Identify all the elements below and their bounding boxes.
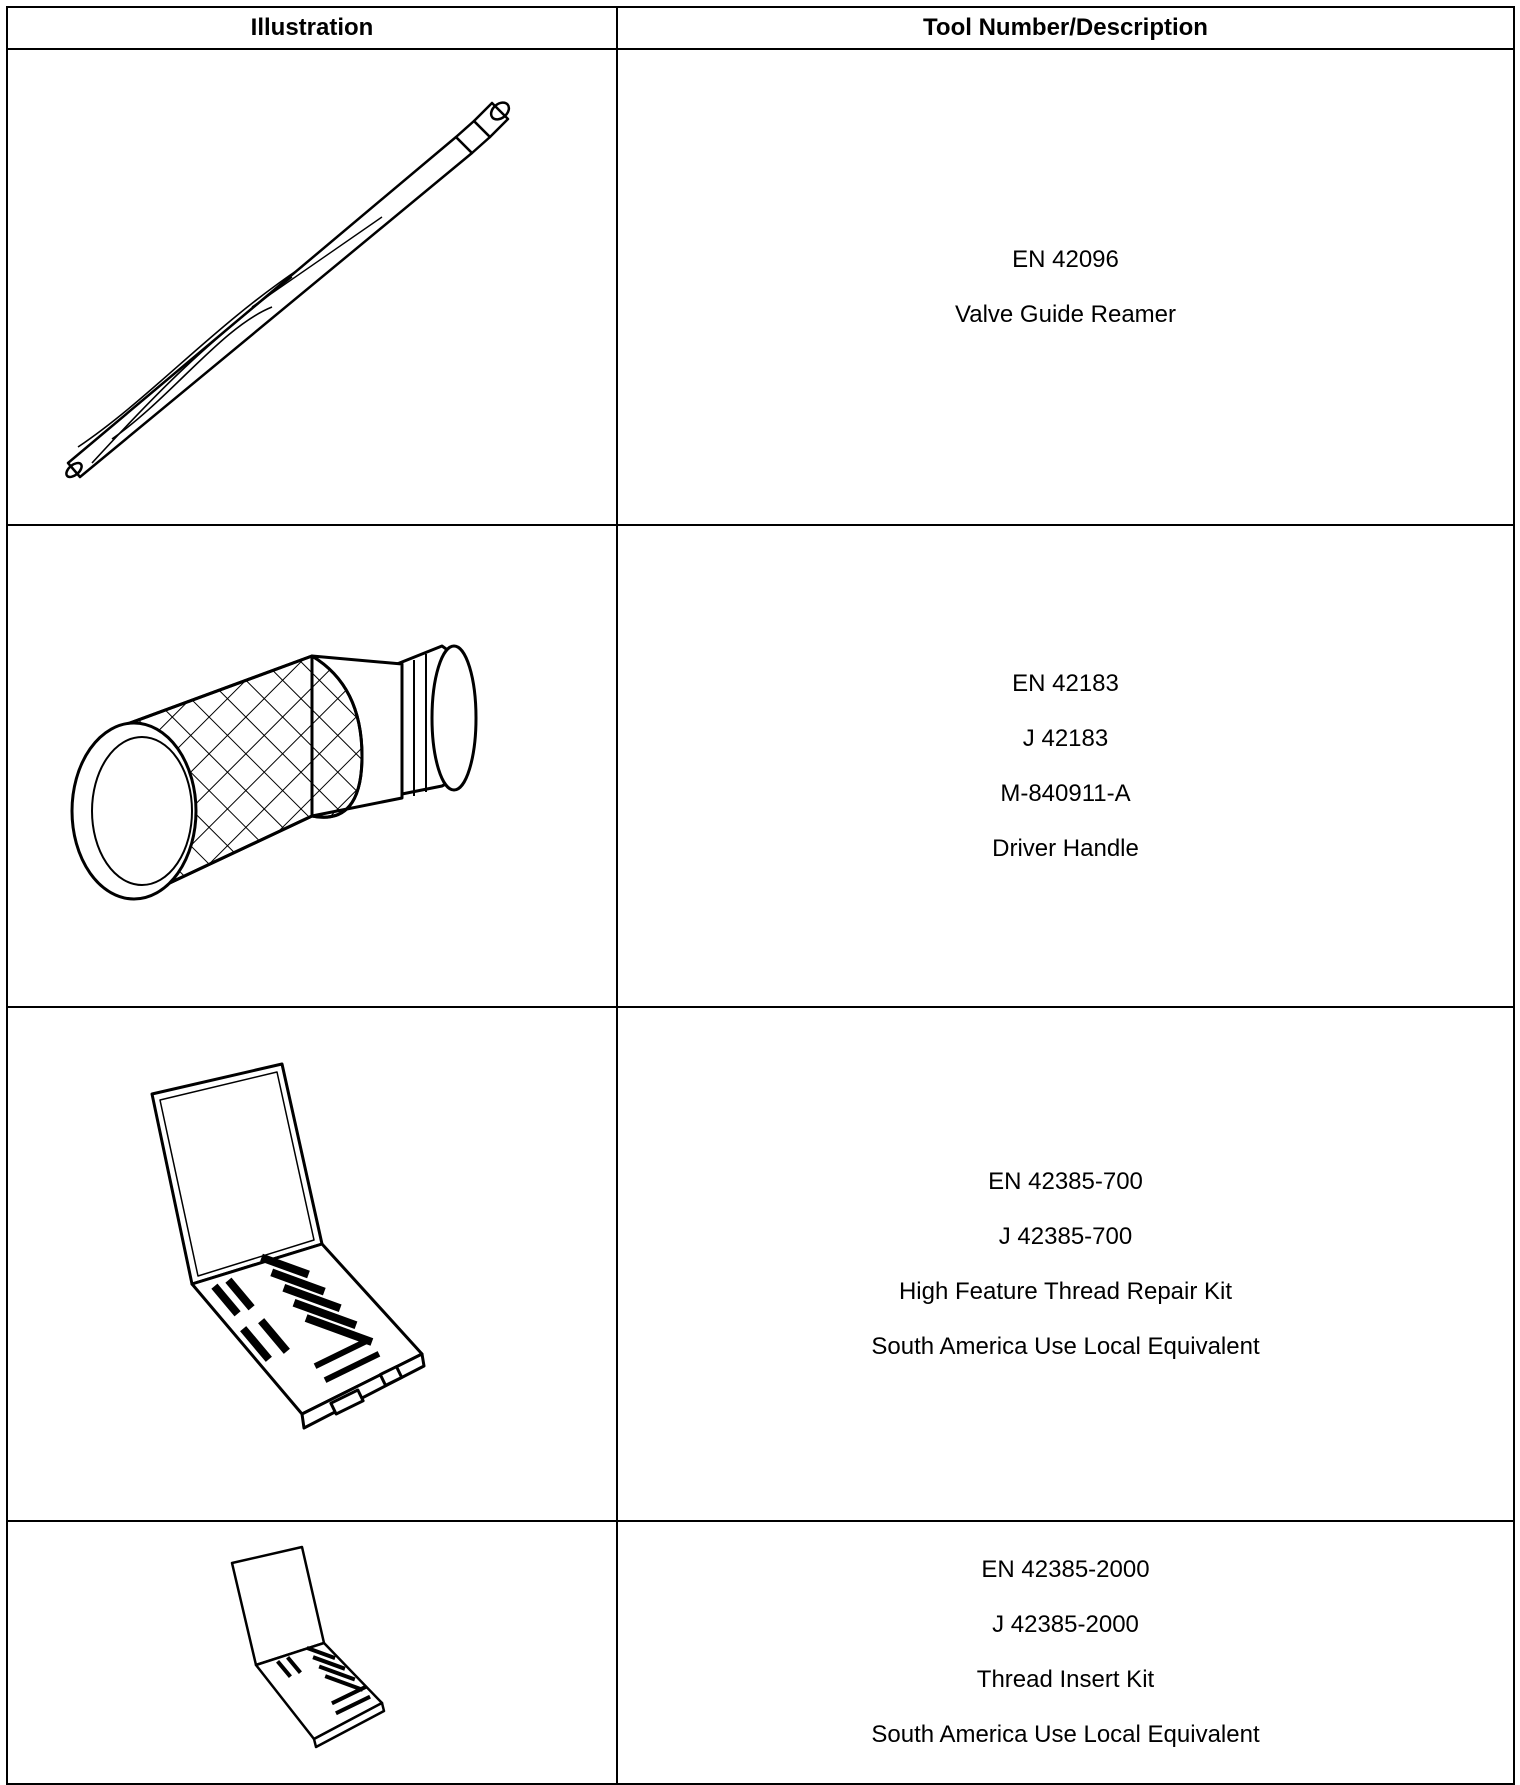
tool-description: Thread Insert Kit <box>976 1666 1155 1693</box>
description-cell <box>617 1521 1514 1784</box>
tool-number: EN 42183 <box>1012 669 1119 697</box>
tool-number: EN 42385-2000 <box>981 1556 1150 1583</box>
tool-description: Valve Guide Reamer <box>955 300 1176 328</box>
tool-number: J 42183 <box>1022 724 1109 752</box>
tool-number: EN 42096 <box>1012 245 1119 273</box>
description-cell <box>617 525 1514 1007</box>
description-cell <box>617 1007 1514 1521</box>
tool-number: M-840911-A <box>1000 779 1131 807</box>
tool-number: EN 42385-700 <box>988 1167 1143 1195</box>
illustration-cell <box>7 49 617 525</box>
table-row <box>7 49 1514 525</box>
thread-insert-kit-icon <box>222 1543 402 1763</box>
valve-guide-reamer-icon <box>52 67 572 507</box>
illustration-cell <box>7 525 617 1007</box>
tools-table <box>6 6 1515 1785</box>
tool-number: J 42385-700 <box>998 1222 1133 1250</box>
driver-handle-icon <box>62 606 562 926</box>
thread-repair-kit-icon <box>132 1054 492 1474</box>
illustration-cell <box>7 1521 617 1784</box>
table-row <box>7 1521 1514 1784</box>
header-row <box>7 7 1514 49</box>
tool-description: Driver Handle <box>992 834 1139 862</box>
header-description: Tool Number/Description <box>617 7 1514 49</box>
table-row <box>7 1007 1514 1521</box>
header-illustration: Illustration <box>7 7 617 49</box>
description-cell <box>617 49 1514 525</box>
tool-description: High Feature Thread Repair Kit <box>898 1277 1233 1305</box>
tool-note: South America Use Local Equivalent <box>871 1332 1260 1360</box>
illustration-cell <box>7 1007 617 1521</box>
tool-note: South America Use Local Equivalent <box>871 1721 1260 1748</box>
table-row <box>7 525 1514 1007</box>
tool-number: J 42385-2000 <box>992 1611 1139 1638</box>
